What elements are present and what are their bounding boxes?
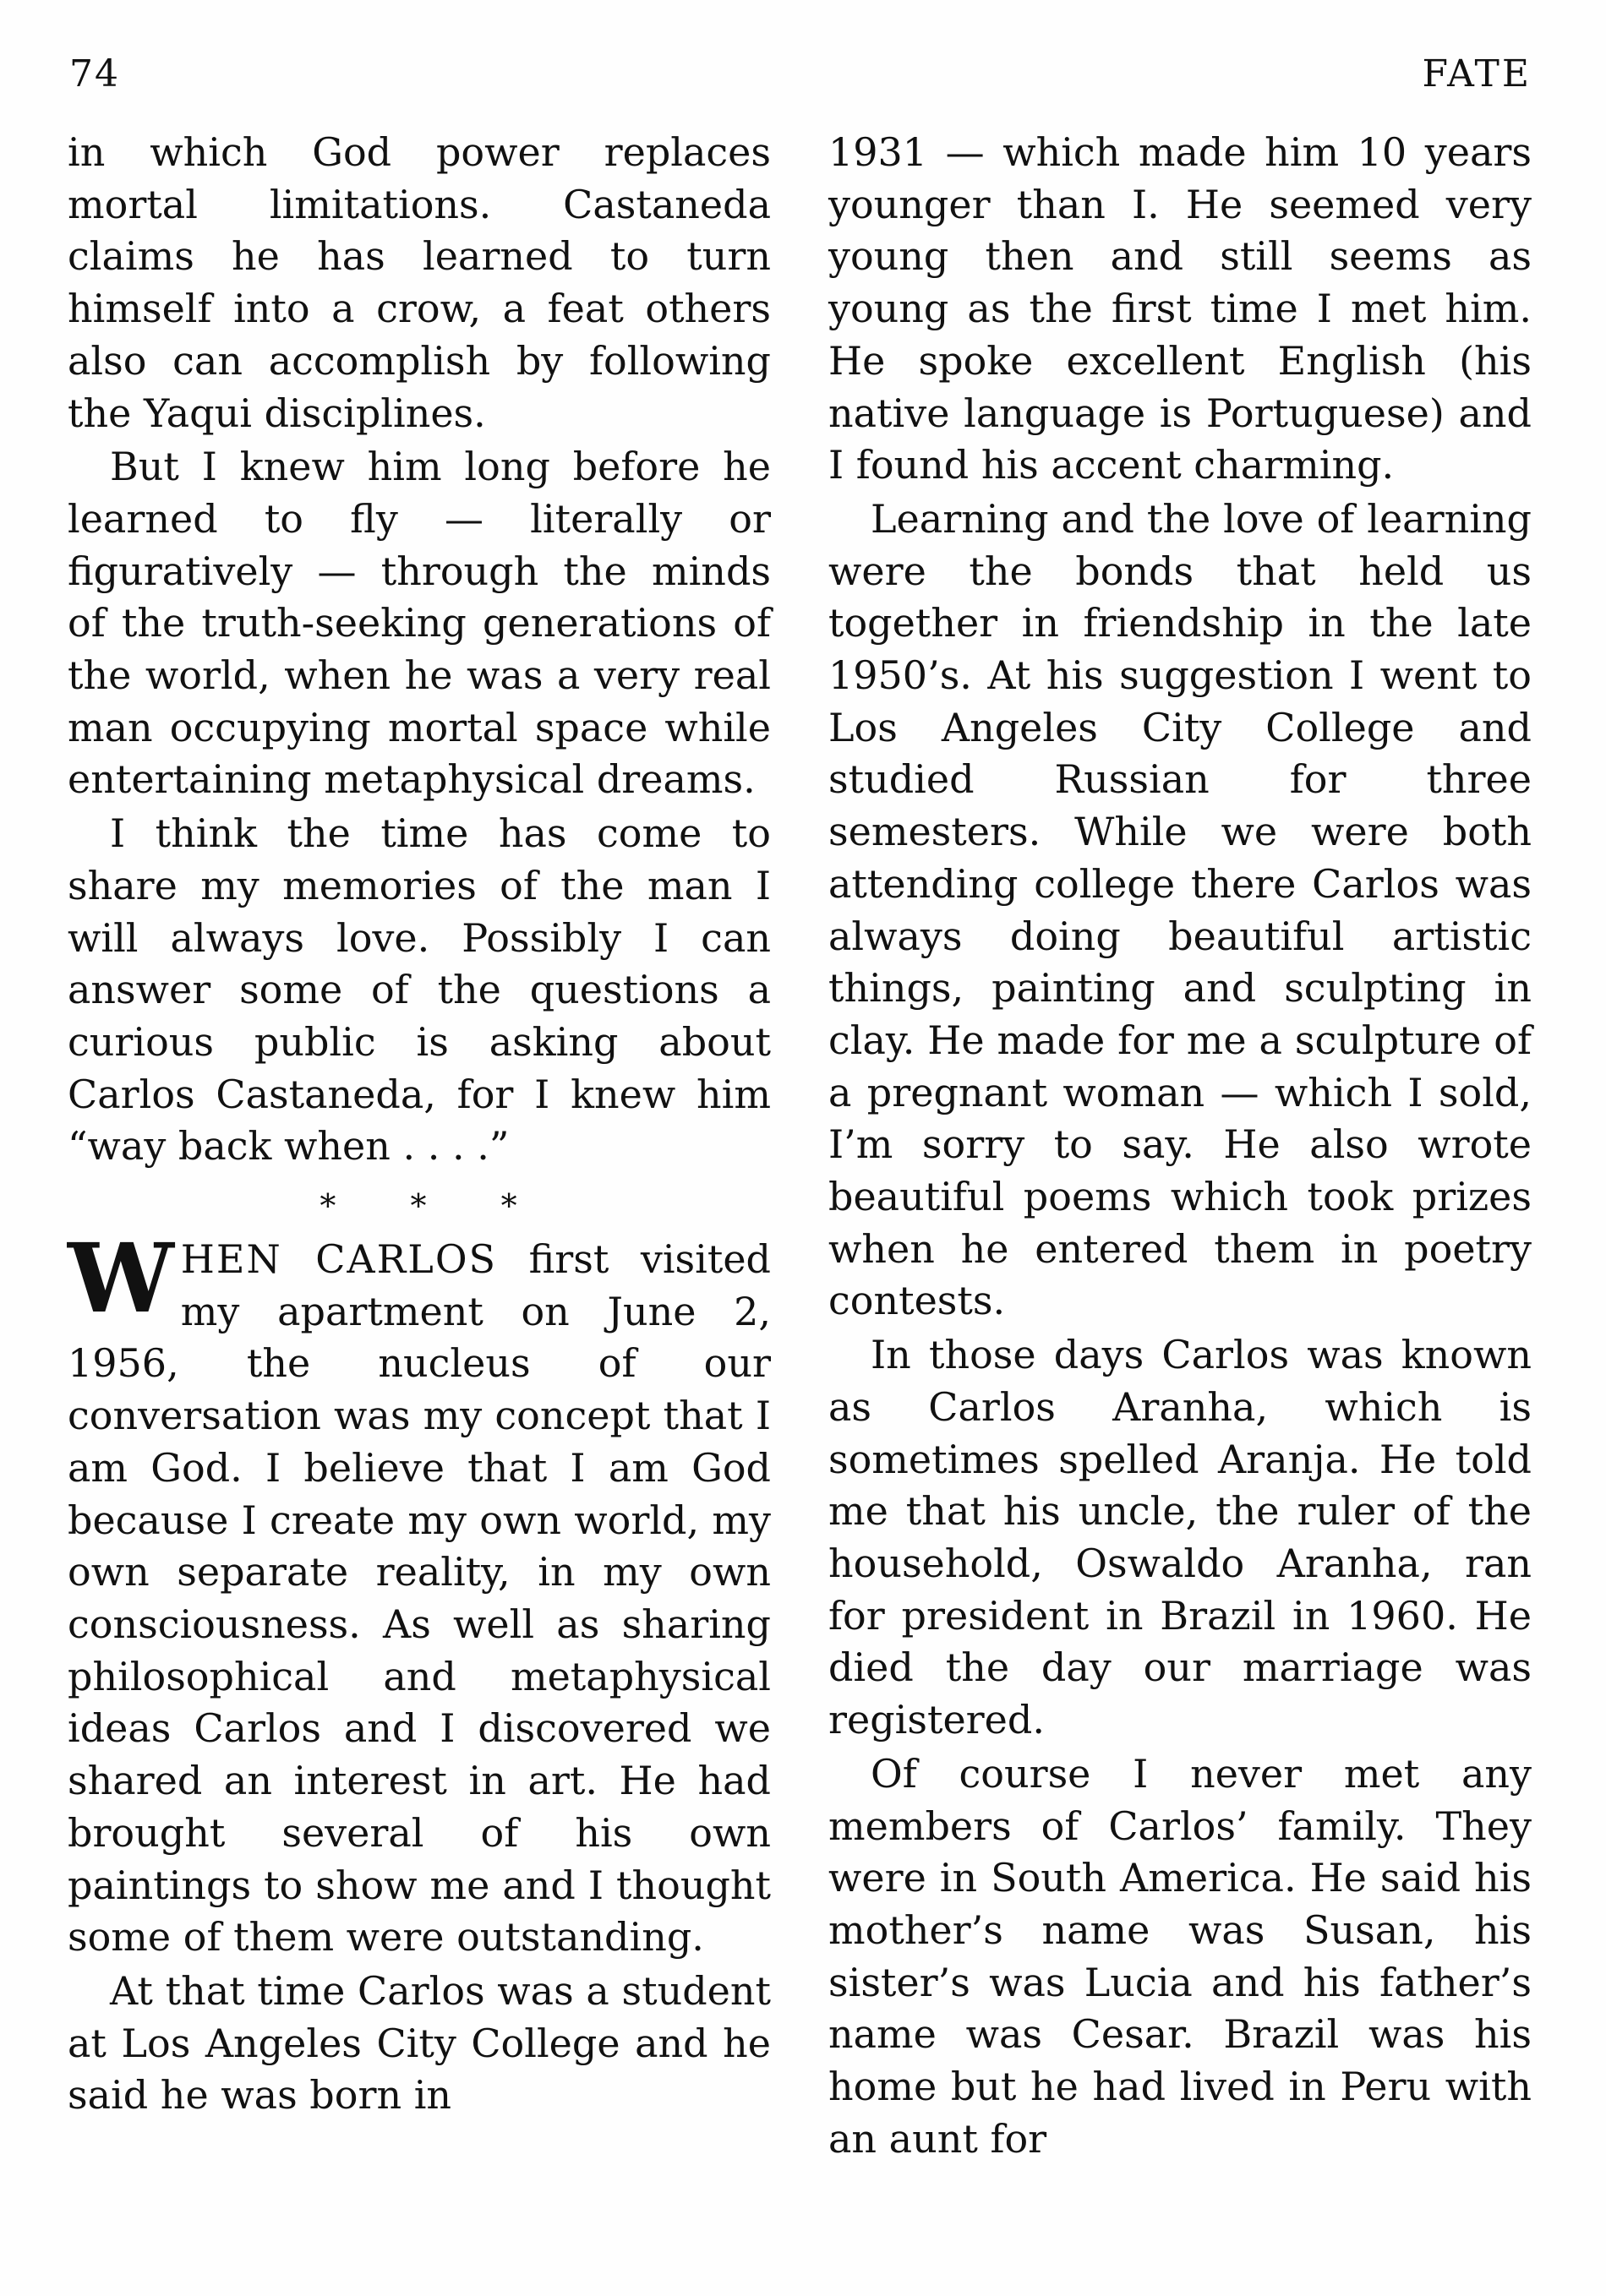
running-head-magazine-title: FATE <box>1422 52 1532 95</box>
page-header <box>69 52 1532 103</box>
section-lead-in: HEN CARLOS <box>180 1236 498 1283</box>
page-number: 74 <box>69 52 120 95</box>
paragraph: But I knew him long before he learned to fly — literally or figuratively — through the minds of the truth-seeking generations of the world, when he was a very real man occupying mortal space while entertaining metaphysical dreams. <box>68 444 771 803</box>
drop-cap: W <box>68 1224 174 1335</box>
paragraph-continued: 1931 — which made him 10 years younger than I. He seemed very young then and still seems as young as the first time I met him. He spoke excellent English (his native language is Portuguese) and I found his accent charming. <box>828 129 1532 488</box>
paragraph: Of course I never met any members of Carlos’ family. They were in South America. He said his mother’s name was Susan, his sister’s was Lucia and his father’s name was Cesar. Brazil was his home but he had lived in Peru with an aunt for <box>828 1750 1532 2162</box>
paragraph: I think the time has come to share my memories of the man I will always love. Possibly I can answer some of the questions a curious public is asking about Carlos Castaneda, for I knew him “way back when . . . .” <box>68 810 771 1170</box>
section-first-paragraph <box>68 1224 772 1964</box>
paragraph: In those days Carlos was known as Carlos Aranha, which is sometimes spelled Aranja. He told me that his uncle, the ruler of the household, Oswaldo Aranha, ran for president in Brazil in 1960. He died the day our marriage was registered. <box>828 1332 1532 1743</box>
paragraph: Learning and the love of learning were the bonds that held us together in friendship in the late 1950’s. At his suggestion I went to Los Angeles City College and studied Russian for three semesters. While we were both attending college there Carlos was always doing beautiful artistic things, painting and sculpting in clay. He made for me a sculpture of a pregnant woman — which I sold, I’m sorry to say. He also wrote beautiful poems which took prizes when he entered them in poetry contests. <box>828 495 1532 1324</box>
section-divider: * * * <box>320 1187 549 1225</box>
section-first-paragraph-text: first visited my apartment on June 2, 1956, the nucleus of our conversation was my concept that I am God. I believe that I am God because I create my own world, my own separate reality, in my own consciousness. As well as sharing philosophical and metaphysical ideas Carlos and I discovered we shared an interest in art. He had brought several of his own paintings to show me and I thought some of them were outstanding. <box>68 1236 772 1961</box>
paragraph-continued: in which God power replaces mortal limitations. Castaneda claims he has learned to turn himself into a crow, a feat others also can accomplish by following the Yaqui disciplines. <box>68 129 771 436</box>
paragraph: At that time Carlos was a student at Los Angeles City College and he said he was born in <box>68 1967 771 2119</box>
left-column <box>68 127 771 2122</box>
right-column <box>828 127 1532 2165</box>
